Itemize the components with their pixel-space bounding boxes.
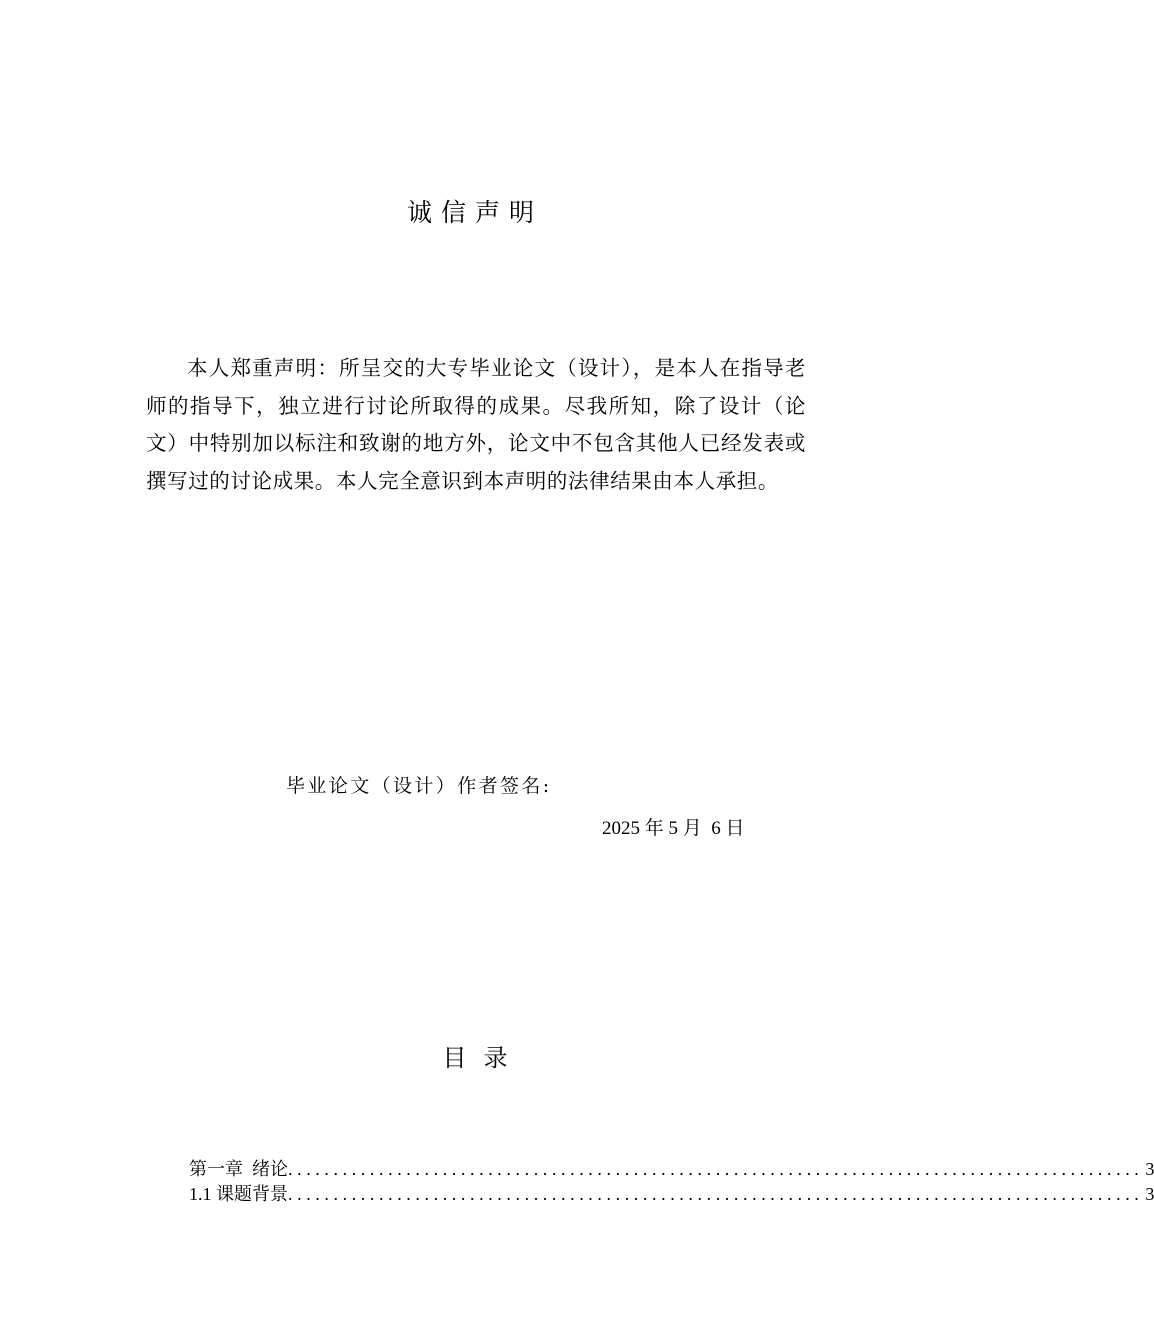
date-month-unit: 月: [682, 818, 702, 839]
table-of-contents: [189, 1157, 1154, 1207]
date-year-unit: 年: [644, 818, 664, 839]
toc-entry[interactable]: [189, 1157, 1154, 1182]
toc-entry[interactable]: [189, 1182, 1154, 1207]
toc-leader-dots: ..............................................................................................: [288, 1184, 1144, 1204]
declaration-title: 诚信声明: [406, 198, 543, 227]
toc-leader-dots: ..............................................................................................: [288, 1159, 1144, 1179]
toc-entry-page: 3: [1145, 1184, 1154, 1204]
toc-entry-page: 3: [1145, 1159, 1154, 1179]
toc-entry-label: 1.1 课题背景: [189, 1184, 288, 1204]
toc-entry-label: 第一章 绪论: [189, 1159, 288, 1179]
date-year: 2025: [602, 818, 640, 839]
date-day: 6: [711, 818, 721, 839]
signature-label: 毕业论文（设计）作者签名:: [286, 775, 552, 797]
signature-date: [602, 814, 745, 844]
date-month: 5: [668, 818, 679, 839]
declaration-body: 本人郑重声明：所呈交的大专毕业论文（设计），是本人在指导老师的指导下，独立进行讨论所取得的成果。尽我所知，除了设计（论文）中特别加以标注和致谢的地方外，论文中不包含其他人已经发表或撰写过的讨论成果。本人完全意识到本声明的法律结果由本人承担。: [146, 356, 806, 493]
toc-title: 目录: [442, 1044, 525, 1072]
date-day-unit: 日: [725, 818, 745, 839]
